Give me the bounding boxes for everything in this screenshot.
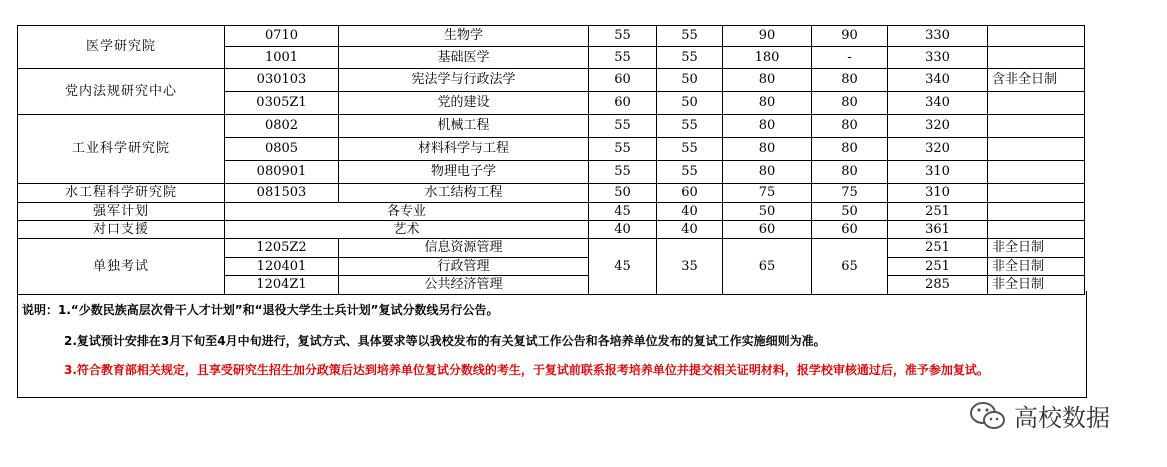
total-cell: 330 bbox=[888, 26, 988, 47]
unit-cell: 强军计划 bbox=[18, 203, 225, 221]
total-cell: 251 bbox=[888, 239, 988, 258]
major-cell: 材料科学与工程 bbox=[339, 138, 589, 161]
unit-cell: 水工程科学研究院 bbox=[18, 184, 225, 203]
total-cell: 361 bbox=[888, 221, 988, 239]
major-cell: 各专业 bbox=[225, 203, 589, 221]
table-row bbox=[18, 26, 1085, 47]
score-cell: 55 bbox=[589, 161, 657, 184]
note-cell bbox=[988, 203, 1085, 221]
score-cell: 55 bbox=[589, 26, 657, 47]
score-cell: 55 bbox=[657, 47, 723, 69]
total-cell: 320 bbox=[888, 115, 988, 138]
score-cell: 50 bbox=[812, 203, 888, 221]
note-2: 2.复试预计安排在3月下旬至4月中旬进行，复试方式、具体要求等以我校发布的有关复试工作公告和各培养单位发布的复试工作实施细则为准。 bbox=[64, 334, 826, 348]
major-cell: 水工结构工程 bbox=[339, 184, 589, 203]
score-cell: 180 bbox=[723, 47, 812, 69]
table-row bbox=[18, 239, 1085, 258]
note-3: 3.符合教育部相关规定，且享受研究生招生加分政策后达到培养单位复试分数线的考生，于复试前联系报考培养单位并提交相关证明材料，报学校审核通过后，准予参加复试。 bbox=[64, 363, 989, 377]
table-row bbox=[18, 184, 1085, 203]
code-cell: 0305Z1 bbox=[225, 92, 339, 115]
note-cell bbox=[988, 161, 1085, 184]
major-cell: 机械工程 bbox=[339, 115, 589, 138]
score-cell: 60 bbox=[657, 184, 723, 203]
score-cell: 35 bbox=[657, 239, 723, 295]
watermark-text: 高校数据 bbox=[1014, 404, 1110, 432]
major-cell: 基础医学 bbox=[339, 47, 589, 69]
table-row bbox=[18, 221, 1085, 239]
score-cell: 60 bbox=[723, 221, 812, 239]
code-cell: 120401 bbox=[225, 258, 339, 276]
total-cell: 320 bbox=[888, 138, 988, 161]
code-cell: 0802 bbox=[225, 115, 339, 138]
score-cell: 55 bbox=[657, 26, 723, 47]
notes-box bbox=[17, 291, 1087, 398]
unit-cell: 党内法规研究中心 bbox=[18, 69, 225, 115]
score-cell: 80 bbox=[812, 161, 888, 184]
note-1: 说明：1.“少数民族高层次骨干人才计划”和“退役大学生士兵计划”复试分数线另行公告。 bbox=[22, 303, 499, 317]
score-cell: 50 bbox=[657, 92, 723, 115]
score-cell: 80 bbox=[723, 115, 812, 138]
major-cell: 党的建设 bbox=[339, 92, 589, 115]
major-cell: 行政管理 bbox=[339, 258, 589, 276]
score-cell: 75 bbox=[812, 184, 888, 203]
score-cell: 50 bbox=[723, 203, 812, 221]
code-cell: 080901 bbox=[225, 161, 339, 184]
score-cell: 45 bbox=[589, 203, 657, 221]
score-cell: - bbox=[812, 47, 888, 69]
code-cell: 081503 bbox=[225, 184, 339, 203]
score-cell: 55 bbox=[657, 161, 723, 184]
wechat-icon bbox=[968, 400, 1008, 436]
code-cell: 1001 bbox=[225, 47, 339, 69]
score-cell: 50 bbox=[657, 69, 723, 92]
score-cell: 80 bbox=[812, 69, 888, 92]
note-cell bbox=[988, 92, 1085, 115]
code-cell: 0710 bbox=[225, 26, 339, 47]
major-cell: 宪法学与行政法学 bbox=[339, 69, 589, 92]
score-cell: 40 bbox=[657, 221, 723, 239]
score-cell: 90 bbox=[723, 26, 812, 47]
unit-cell: 对口支援 bbox=[18, 221, 225, 239]
score-cell: 60 bbox=[812, 221, 888, 239]
total-cell: 251 bbox=[888, 203, 988, 221]
score-cell: 80 bbox=[723, 92, 812, 115]
score-cell: 65 bbox=[812, 239, 888, 295]
note-cell bbox=[988, 184, 1085, 203]
table-row bbox=[18, 69, 1085, 92]
total-cell: 340 bbox=[888, 69, 988, 92]
note-cell bbox=[988, 47, 1085, 69]
score-cell: 45 bbox=[589, 239, 657, 295]
code-cell: 1205Z2 bbox=[225, 239, 339, 258]
score-cell: 55 bbox=[657, 115, 723, 138]
major-cell: 艺术 bbox=[225, 221, 589, 239]
major-cell: 信息资源管理 bbox=[339, 239, 589, 258]
note-cell bbox=[988, 138, 1085, 161]
note-cell bbox=[988, 221, 1085, 239]
score-cell: 75 bbox=[723, 184, 812, 203]
code-cell: 030103 bbox=[225, 69, 339, 92]
score-cell: 60 bbox=[589, 69, 657, 92]
score-cell: 60 bbox=[589, 92, 657, 115]
total-cell: 330 bbox=[888, 47, 988, 69]
note-cell: 含非全日制 bbox=[988, 69, 1085, 92]
note-cell: 非全日制 bbox=[988, 239, 1085, 258]
table-row bbox=[18, 203, 1085, 221]
note-cell bbox=[988, 115, 1085, 138]
total-cell: 310 bbox=[888, 184, 988, 203]
note-cell bbox=[988, 26, 1085, 47]
score-cell: 55 bbox=[589, 138, 657, 161]
score-cell: 80 bbox=[812, 92, 888, 115]
unit-cell: 单独考试 bbox=[18, 239, 225, 295]
unit-cell: 工业科学研究院 bbox=[18, 115, 225, 184]
note-cell: 非全日制 bbox=[988, 276, 1085, 295]
score-cell: 55 bbox=[589, 47, 657, 69]
score-cell: 55 bbox=[657, 138, 723, 161]
note-cell: 非全日制 bbox=[988, 258, 1085, 276]
code-cell: 1204Z1 bbox=[225, 276, 339, 295]
watermark bbox=[966, 396, 1136, 436]
total-cell: 310 bbox=[888, 161, 988, 184]
score-cell: 55 bbox=[589, 115, 657, 138]
score-cell: 80 bbox=[723, 69, 812, 92]
score-cell: 80 bbox=[723, 138, 812, 161]
score-cell: 65 bbox=[723, 239, 812, 295]
code-cell: 0805 bbox=[225, 138, 339, 161]
total-cell: 251 bbox=[888, 258, 988, 276]
score-cell: 50 bbox=[589, 184, 657, 203]
total-cell: 340 bbox=[888, 92, 988, 115]
score-cell: 80 bbox=[812, 115, 888, 138]
major-cell: 生物学 bbox=[339, 26, 589, 47]
score-cell: 40 bbox=[657, 203, 723, 221]
table-row bbox=[18, 115, 1085, 138]
score-cell: 90 bbox=[812, 26, 888, 47]
score-cell: 80 bbox=[723, 161, 812, 184]
total-cell: 285 bbox=[888, 276, 988, 295]
major-cell: 物理电子学 bbox=[339, 161, 589, 184]
score-cell: 40 bbox=[589, 221, 657, 239]
score-cell: 80 bbox=[812, 138, 888, 161]
major-cell: 公共经济管理 bbox=[339, 276, 589, 295]
score-table bbox=[17, 25, 1085, 295]
unit-cell: 医学研究院 bbox=[18, 26, 225, 69]
